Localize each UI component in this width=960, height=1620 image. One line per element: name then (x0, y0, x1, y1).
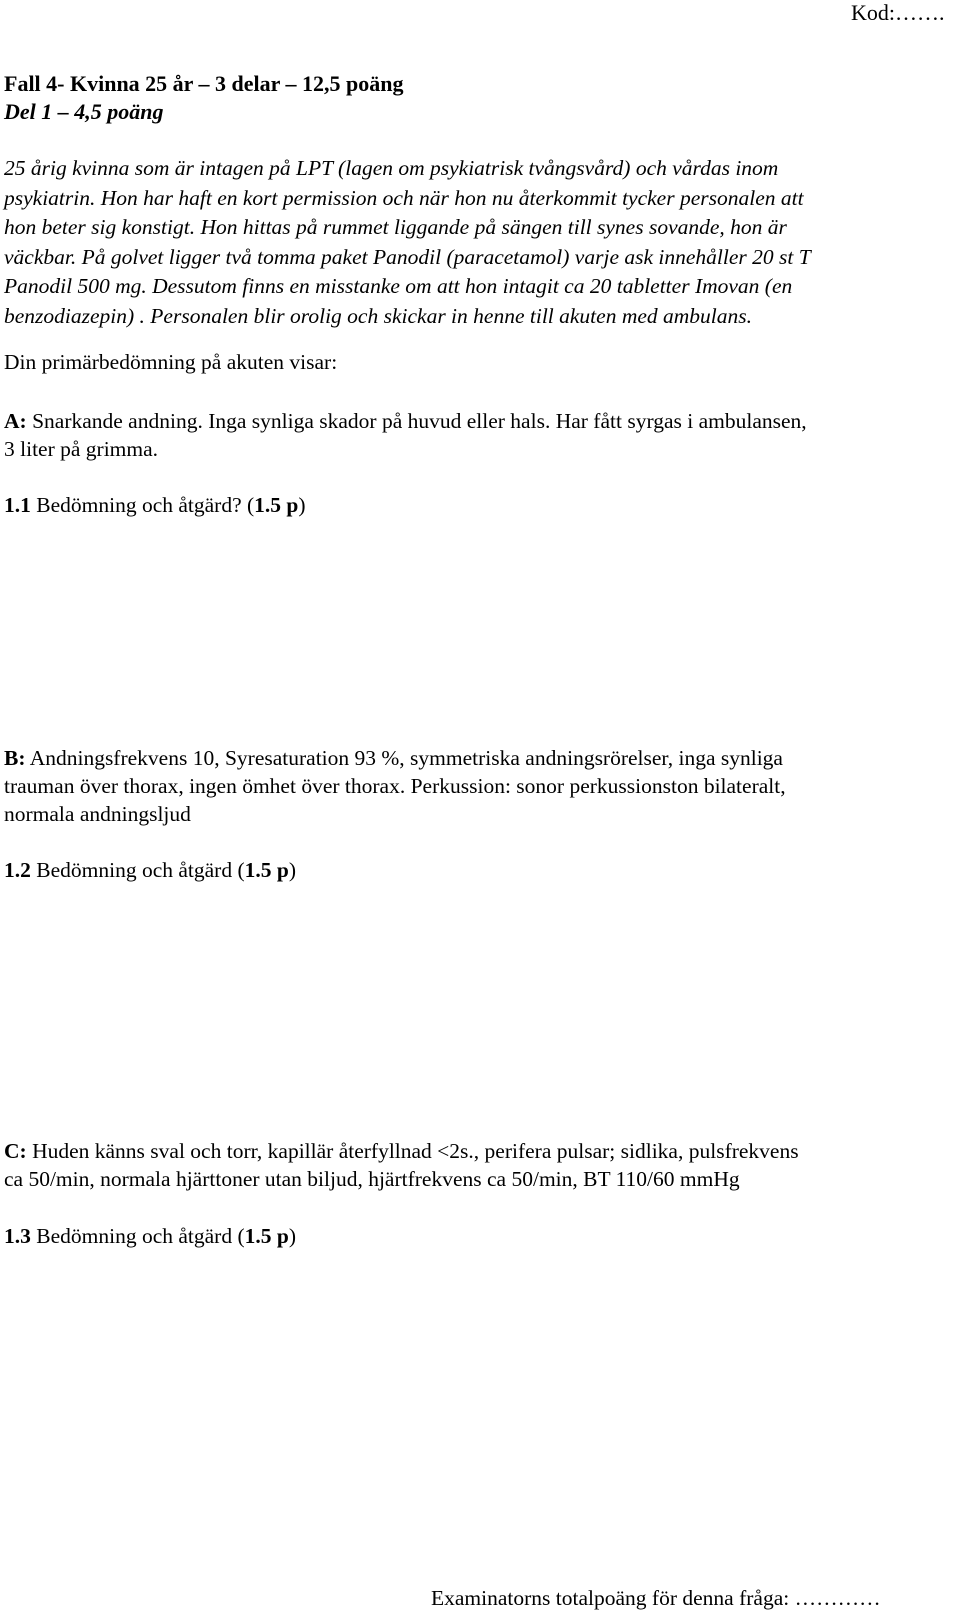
question-1-3 (4, 1222, 296, 1250)
intro-line: 25 årig kvinna som är intagen på LPT (lagen om psykiatrisk tvångsvård) och vårdas inom (4, 156, 779, 180)
intro-line: psykiatrin. Hon har haft en kort permission och när hon nu återkommit tycker personalen att (4, 185, 804, 210)
question-close: ) (288, 1224, 297, 1248)
section-a-label: A: (4, 409, 27, 433)
section-c (4, 1137, 944, 1193)
section-b-line (4, 744, 944, 772)
section-a-line: 3 liter på grimma. (4, 437, 159, 461)
question-1-2 (4, 856, 296, 884)
case-title: Fall 4- Kvinna 25 år – 3 delar – 12,5 poäng (4, 71, 404, 96)
question-points: 1.5 p (244, 1224, 289, 1248)
exam-code-label: Kod:……. (851, 0, 945, 25)
section-b-label: B: (4, 746, 26, 770)
question-text: Bedömning och åtgärd ( (30, 858, 245, 882)
section-c-text: Huden känns sval och torr, kapillär återfyllnad <2s., perifera pulsar; sidlika, pulsfrekvens (26, 1139, 799, 1163)
section-b-text: Andningsfrekvens 10, Syresaturation 93 %, symmetriska andningsrörelser, inga synliga (25, 746, 783, 770)
question-points: 1.5 p (244, 858, 289, 882)
case-intro-paragraph (4, 154, 944, 332)
intro-line: benzodiazepin) . Personalen blir orolig och skickar in henne till akuten med ambulans. (4, 303, 753, 328)
intro-line: hon beter sig konstigt. Hon hittas på rummet liggande på sängen till synes sovande, hon är (4, 215, 787, 240)
question-text: Bedömning och åtgärd ( (30, 1224, 245, 1248)
section-a (4, 407, 944, 463)
question-1-1 (4, 491, 306, 519)
section-b (4, 744, 944, 828)
primary-assessment-heading: Din primärbedömning på akuten visar: (4, 350, 338, 374)
section-c-line: ca 50/min, normala hjärttoner utan biljud, hjärtfrekvens ca 50/min, BT 110/60 mmHg (4, 1167, 740, 1191)
question-text: Bedömning och åtgärd? ( (30, 493, 255, 517)
section-b-line: trauman över thorax, ingen ömhet över thorax. Perkussion: sonor perkussionston bilateralt, (4, 774, 786, 798)
examiner-total-score: Examinatorns totalpoäng för denna fråga: ………… (431, 1586, 881, 1610)
question-number: 1.3 (4, 1224, 31, 1248)
question-number: 1.1 (4, 493, 31, 517)
section-c-line (4, 1137, 944, 1165)
intro-line: Panodil 500 mg. Dessutom finns en misstanke om att hon intagit ca 20 tabletter Imovan (en (4, 274, 793, 299)
question-points: 1.5 p (254, 493, 299, 517)
section-c-label: C: (4, 1139, 27, 1163)
section-b-line: normala andningsljud (4, 802, 191, 826)
section-a-line (4, 407, 944, 435)
section-a-text: Snarkande andning. Inga synliga skador på huvud eller hals. Har fått syrgas i ambulansen, (26, 409, 807, 433)
question-close: ) (298, 493, 306, 517)
question-close: ) (288, 858, 297, 882)
part-title: Del 1 – 4,5 poäng (4, 99, 164, 124)
question-number: 1.2 (4, 858, 31, 882)
intro-line: väckbar. På golvet ligger två tomma paket Panodil (paracetamol) varje ask innehåller 20 st T (4, 244, 811, 269)
